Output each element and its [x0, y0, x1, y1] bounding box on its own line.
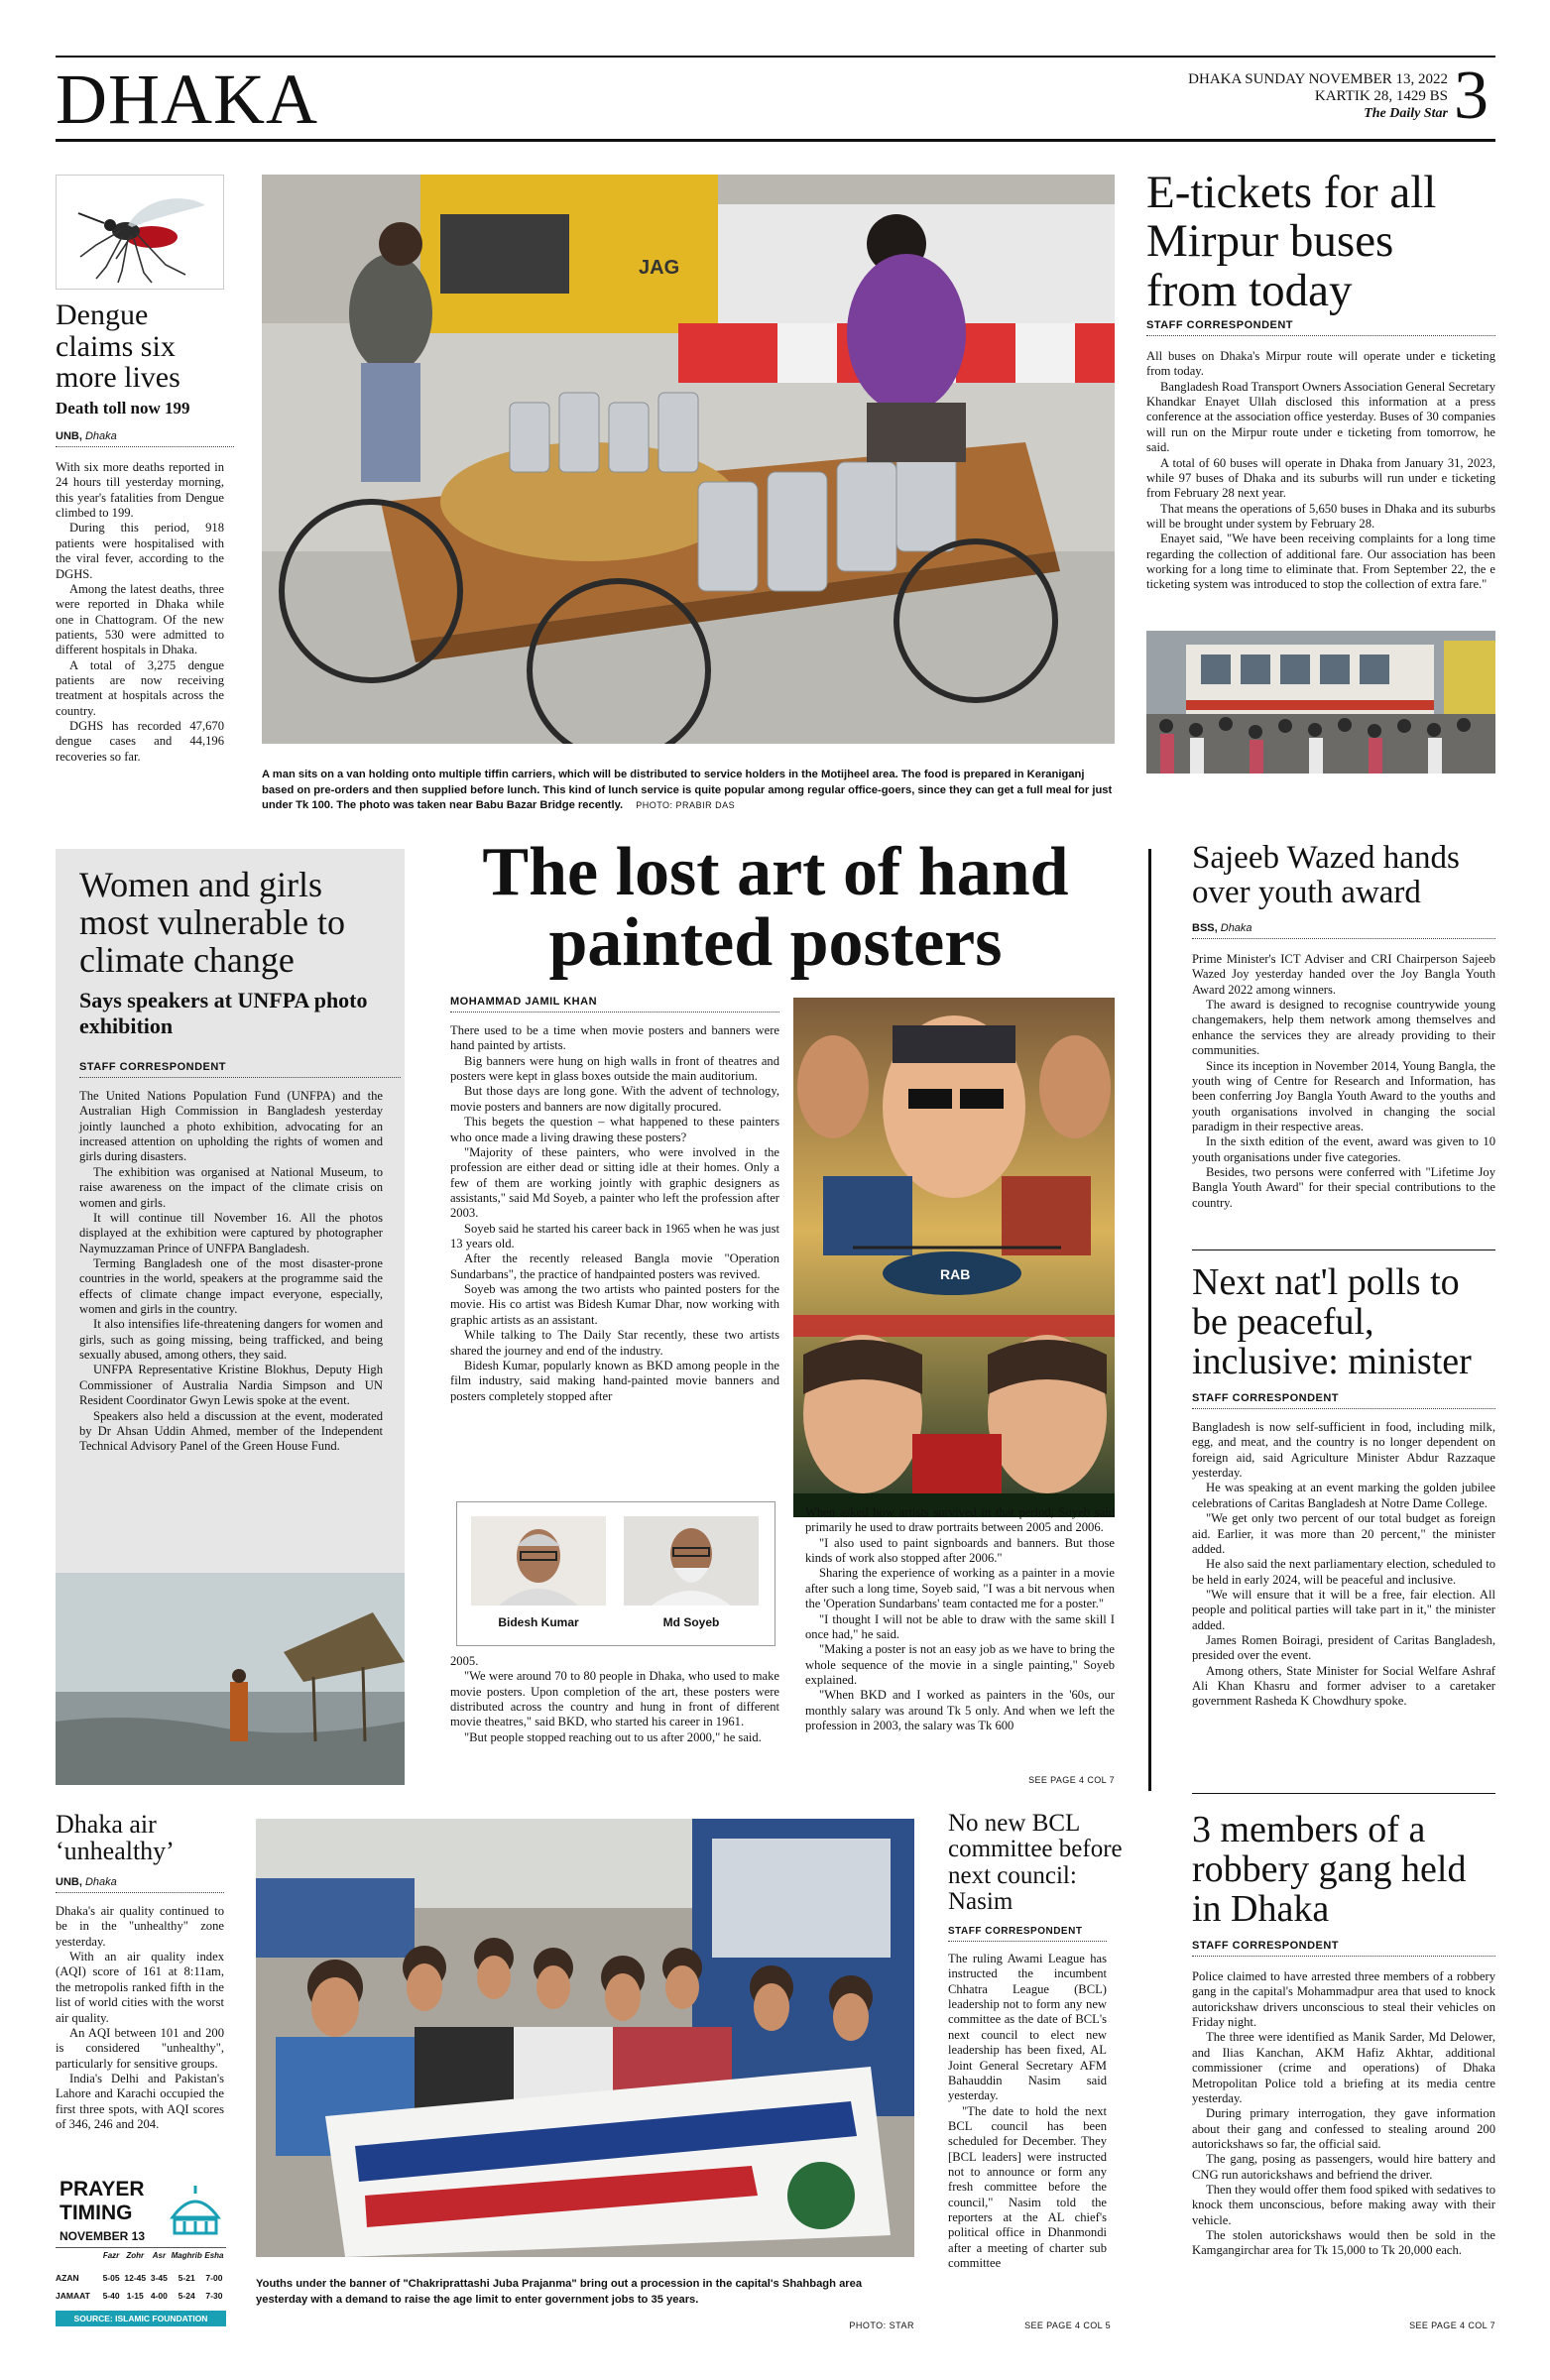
polls-paragraph: Bangladesh is now self-sufficient in food, including milk, egg, and meat, and the country is no longer dependent on foreign aid, said Agriculture Minister Abdur Razzaque yesterday.: [1192, 1420, 1495, 1481]
robbery-byline-block: [1192, 1940, 1495, 1963]
polls-byline-block: [1192, 1392, 1495, 1415]
procession-caption: Youths under the banner of "Chakriprattashi Juba Prajanma" bring out a procession in the capital's Shahbagh area yesterday with a demand to raise the age limit to enter government jobs to 35 years.: [256, 2278, 863, 2306]
polls-body: [1192, 1420, 1495, 1710]
dengue-paragraph: Among the latest deaths, three were reported in Dhaka while one in Chattogram. Of the new patients, 530 were admitted to different hospitals in Dhaka.: [56, 581, 224, 657]
joy-body: [1192, 952, 1495, 1211]
prayer-source: SOURCE: ISLAMIC FOUNDATION: [56, 2311, 226, 2326]
climate-byline-block: [79, 1061, 401, 1084]
posters-paragraph: 2005.: [450, 1654, 479, 1668]
prayer-row-label: JAMAAT: [56, 2291, 90, 2301]
etickets-byline: STAFF CORRESPONDENT: [1146, 319, 1294, 331]
climate-byline: STAFF CORRESPONDENT: [79, 1061, 227, 1073]
bus-crowd-photo: [1146, 631, 1495, 774]
climate-paragraph: It will continue till November 16. All the photos displayed at the exhibition were captured by photographer Naymuzzaman Prince of UNFPA Bangladesh.: [79, 1210, 383, 1255]
tiffin-caption: A man sits on a van holding onto multiple tiffin carriers, which will be distributed to service holders in the Motijheel area. The food is prepared in Keraniganj based on pre-orders and then supplied before lunch. This kind of lunch service is quite popular among regular office-goers, since they can get a full meal for just under Tk 100. The photo was taken near Babu Bazar Bridge recently.: [262, 769, 1113, 812]
posters-paragraph: "When BKD and I worked as painters in the '60s, our monthly salary was around Tk 5 only. And when we left the profession in 2003, the salary was Tk 600: [805, 1688, 1115, 1733]
etickets-body: [1146, 349, 1495, 593]
prayer-time: 4-00: [150, 2291, 168, 2301]
prayer-time: 12-45: [124, 2273, 147, 2283]
polls-divider: [1192, 1793, 1495, 1794]
robbery-paragraph: Then they would offer them food spiked with sedatives to knock them unconscious, before making away with their vehicle.: [1192, 2183, 1495, 2227]
posters-paragraph: Soyeb said he started his career back in 1965 when he was just 13 years old.: [450, 1221, 779, 1251]
prayer-date: NOVEMBER 13: [60, 2229, 146, 2243]
air-byline-agency: UNB,: [56, 1876, 82, 1888]
robbery-headline: 3 members of a robbery gang held in Dhaka: [1192, 1809, 1467, 1930]
posters-byline: MOHAMMAD JAMIL KHAN: [450, 996, 598, 1008]
prayer-time: 5-40: [102, 2291, 120, 2301]
portraits-inset: [456, 1501, 775, 1646]
dengue-paragraph: DGHS has recorded 47,670 dengue cases and 44,196 recoveries so far.: [56, 719, 224, 764]
posters-paragraph: Sharing the experience of working as a painter in a movie after such a long time, Soyeb said, "I was a bit nervous when the 'Operation Sundarbans' team contacted me for a poster.": [805, 1566, 1115, 1611]
posters-col1: [450, 1023, 779, 1404]
prayer-time: 1-15: [126, 2291, 144, 2301]
climate-paragraph: Speakers also held a discussion at the event, moderated by Dr Ahsan Uddin Ahmed, member of the Independent Technical Advisory Panel of the Green House Fund.: [79, 1408, 383, 1454]
polls-paragraph: He also said the next parliamentary election, scheduled to be held in early 2024, will be peaceful and inclusive.: [1192, 1557, 1495, 1587]
dengue-headline: Dengue claims six more lives: [56, 298, 180, 394]
prayer-time: 3-45: [150, 2273, 168, 2283]
air-headline: Dhaka air ‘unhealthy’: [56, 1810, 175, 1866]
polls-paragraph: "We will ensure that it will be a free, fair election. All people and political parties will take part in it," the minister added.: [1192, 1587, 1495, 1632]
movie-poster-image: [793, 998, 1115, 1517]
etickets-paragraph: Bangladesh Road Transport Owners Association General Secretary Khandkar Enayet Ullah disclosed this information at a press conference at the association office yesterday. Buses of 30 companies will run on the Mirpur route under e ticketing from tomorrow, he said.: [1146, 379, 1495, 455]
posters-col1-tail: [450, 1654, 779, 1745]
bcl-paragraph: The ruling Awami League has instructed the incumbent Chhatra League (BCL) leadership not to form any new committee as the date of BCL's next council to elect new leadership has been fixed, AL Joint General Secretary AFM Bahauddin Nasim said yesterday.: [948, 1952, 1107, 2103]
posters-paragraph: Big banners were hung on high walls in front of theatres and posters were kept in glass boxes outside the main auditorium.: [450, 1053, 779, 1084]
posters-paragraph: Bidesh Kumar, popularly known as BKD among people in the film industry, said making hand-painted movie banners and posters completely stopped after: [450, 1358, 779, 1403]
climate-paragraph: Terming Bangladesh one of the most disaster-prone countries in the world, speakers at the programme said the effects of climate change impact everyone, especially, women and girls in the country.: [79, 1255, 383, 1317]
posters-paragraph: When asked how artists survived in that period, Soyeb said primarily he used to draw portraits between 2005 and 2006.: [805, 1505, 1115, 1535]
top-rule: [56, 56, 1495, 58]
dengue-paragraph: A total of 3,275 dengue patients are now receiving treatment at hospitals across the country.: [56, 657, 224, 718]
bcl-byline: STAFF CORRESPONDENT: [948, 1926, 1083, 1937]
tiffin-van-photo: [262, 175, 1115, 744]
prayer-row-azan: [56, 2273, 226, 2283]
robbery-continued: SEE PAGE 4 COL 7: [1409, 2320, 1495, 2330]
air-paragraph: Dhaka's air quality continued to be in the "unhealthy" zone yesterday.: [56, 1904, 224, 1949]
polls-paragraph: Among others, State Minister for Social Welfare Ashraf Ali Khan Khasru and former adviser to a caretaker government Rasheda K Chowdhury spoke.: [1192, 1663, 1495, 1709]
air-byline-block: [56, 1876, 224, 1899]
climate-subhead: Says speakers at UNFPA photo exhibition: [79, 988, 368, 1039]
polls-paragraph: "We get only two percent of our total budget as foreign aid. Earlier, it was more than 20 percent," the minister added.: [1192, 1511, 1495, 1556]
joy-paragraph: Prime Minister's ICT Adviser and CRI Chairperson Sajeeb Wazed Joy yesterday handed over the Joy Bangla Youth Award 2022 among winners.: [1192, 952, 1495, 997]
climate-paragraph: It also intensifies life-threatening dangers for women and girls, such as going missing, being trafficked, and being sexually abused, among others, they said.: [79, 1317, 383, 1363]
climate-body: [79, 1089, 383, 1455]
procession-caption-block: [256, 2277, 914, 2308]
etickets-paragraph: That means the operations of 5,650 buses in Dhaka and its suburbs will be brought under system by February 28.: [1146, 501, 1495, 531]
column-rule: [1148, 849, 1151, 1791]
prayer-row-jamaat: [56, 2291, 226, 2301]
joy-byline-block: [1192, 922, 1495, 945]
joy-headline: Sajeeb Wazed hands over youth award: [1192, 840, 1460, 910]
air-byline-place: Dhaka: [84, 1876, 117, 1888]
robbery-paragraph: The gang, posing as passengers, would hire battery and CNG run autorickshaws and befriend the driver.: [1192, 2152, 1495, 2182]
prayer-header: Maghrib: [171, 2251, 202, 2260]
prayer-time: 5-21: [178, 2273, 195, 2283]
dateline-block: [1111, 71, 1448, 122]
paper-name: The Daily Star: [1364, 105, 1448, 121]
procession-photo: [256, 1819, 914, 2257]
section-title: DHAKA: [56, 60, 318, 139]
air-paragraph: With an air quality index (AQI) score of 161 at 8:11am, the metropolis ranked fifth in the list of world cities with the worst air quality.: [56, 1950, 224, 2025]
posters-paragraph: While talking to The Daily Star recently, these two artists shared the journey and end of the industry.: [450, 1328, 779, 1358]
joy-byline-agency: BSS,: [1192, 922, 1218, 934]
joy-paragraph: In the sixth edition of the event, award was given to 10 youth organisations under five categories.: [1192, 1134, 1495, 1164]
posters-byline-block: [450, 996, 779, 1018]
mosquito-image: [56, 175, 224, 290]
bcl-byline-block: [948, 1926, 1107, 1948]
page-number: 3: [1454, 58, 1489, 134]
air-paragraph: An AQI between 101 and 200 is considered "unhealthy", particularly for sensitive groups.: [56, 2025, 224, 2071]
prayer-header: Zohr: [126, 2251, 145, 2260]
bcl-continued: SEE PAGE 4 COL 5: [1024, 2320, 1111, 2330]
etickets-paragraph: All buses on Dhaka's Mirpur route will operate under e ticketing from today.: [1146, 349, 1495, 379]
bcl-body: [948, 1952, 1107, 2272]
robbery-paragraph: The stolen autorickshaws would then be sold in the Kamgangirchar area for Tk 15,000 to Tk 20,000 each.: [1192, 2228, 1495, 2258]
polls-byline: STAFF CORRESPONDENT: [1192, 1392, 1340, 1404]
etickets-paragraph: Enayet said, "We have been receiving complaints for a long time regarding the collection of additional fare. Our association has been working for a long time to eliminate that. From September 22, the e ticketing system was introduced to stop the collection of extra fare.": [1146, 532, 1495, 592]
dengue-paragraph: With six more deaths reported in 24 hours till yesterday morning, this year's fatalities from Dengue climbed to 199.: [56, 460, 224, 521]
climate-paragraph: UNFPA Representative Kristine Blokhus, Deputy High Commissioner of Australia Nardia Simpson and UN Resident Coordinator Gwyn Lewis spoke at the event.: [79, 1363, 383, 1408]
portrait-bidesh-kumar: [471, 1516, 606, 1606]
posters-paragraph: But those days are long gone. With the advent of technology, movie posters and banners are now digitally procured.: [450, 1084, 779, 1114]
prayer-time: 5-24: [178, 2291, 195, 2301]
posters-paragraph: "But people stopped reaching out to us after 2000," he said.: [464, 1729, 762, 1744]
dengue-byline-place: Dhaka: [84, 430, 117, 442]
polls-headline: Next nat'l polls to be peaceful, inclusive: minister: [1192, 1261, 1472, 1382]
posters-paragraph: "We were around 70 to 80 people in Dhaka, who used to make movie posters. Upon completion of the art, these posters were distributed across the country and hung in front of different movie theatres," said BKD, who started his career in 1961.: [450, 1669, 779, 1729]
etickets-paragraph: A total of 60 buses will operate in Dhaka from January 31, 2023, while 97 buses of Dhaka and its suburbs will run under e ticketing from February 28 next year.: [1146, 455, 1495, 501]
prayer-rule: [56, 2247, 226, 2248]
bangla-date: KARTIK 28, 1429 BS: [1314, 88, 1448, 105]
portrait-md-soyeb: [624, 1516, 759, 1606]
prayer-time: 7-00: [205, 2273, 223, 2283]
tiffin-photo-credit: PHOTO: PRABIR DAS: [636, 800, 736, 811]
prayer-time: 7-30: [205, 2291, 223, 2301]
robbery-body: [1192, 1969, 1495, 2259]
climate-headline: Women and girls most vulnerable to climate change: [79, 865, 345, 980]
climate-paragraph: The exhibition was organised at National Museum, to raise awareness on the impact of the climate crisis on women and girls.: [79, 1164, 383, 1210]
posters-headline-line1: The lost art of hand: [482, 834, 1069, 910]
posters-paragraph: "Making a poster is not an easy job as we have to bring the whole sequence of the movie in a single painting," Soyeb explained.: [805, 1642, 1115, 1687]
posters-headline: [428, 834, 1123, 982]
robbery-paragraph: The three were identified as Manik Sarder, Md Delower, and Ilias Kanchan, AKM Hafiz Akhtar, additional commissioner (crime and operations) of Dhaka Metropolitan Police told a briefing at its media centre yesterday.: [1192, 2030, 1495, 2105]
truck-sign: JAG: [639, 257, 680, 279]
posters-paragraph: This begets the question – what happened to these painters who once made a living drawing these posters?: [450, 1115, 779, 1144]
prayer-header: Asr: [152, 2251, 167, 2260]
dengue-subhead: Death toll now 199: [56, 399, 190, 417]
prayer-title-2: TIMING: [60, 2202, 133, 2224]
dateline: DHAKA SUNDAY NOVEMBER 13, 2022: [1188, 71, 1448, 87]
bcl-paragraph: "The date to hold the next BCL council has been scheduled for December. They [BCL leaders] were instructed not to announce or form any fresh committee before the council," Nasim told the reporters at the AL chief's political office in Dhanmondi after a meeting of charter sub committee: [948, 2103, 1107, 2271]
tiffin-caption-block: [262, 768, 1115, 814]
joy-paragraph: Besides, two persons were conferred with "Lifetime Joy Bangla Youth Award" for their special contributions to the country.: [1192, 1165, 1495, 1210]
prayer-timing-box: [56, 2178, 226, 2336]
air-body: [56, 1904, 224, 2132]
posters-paragraph: "Majority of these painters, who were involved in the profession are either dead or sitting idle at their homes. Only a few of them are working jointly with graphic designers as assistants," said Md Soyeb, a painter who left the profession after 2003.: [450, 1144, 779, 1221]
joy-paragraph: Since its inception in November 2014, Young Bangla, the youth wing of Centre for Research and Information, has been conferring Joy Bangla Youth Award to the youths and youth organisations involved in changing the social paradigm in their respective areas.: [1192, 1058, 1495, 1133]
prayer-header: Fazr: [102, 2251, 120, 2260]
polls-paragraph: He was speaking at an event marking the golden jubilee celebrations of Caritas Bangladesh at Notre Dame College.: [1192, 1481, 1495, 1510]
prayer-header-row: [99, 2251, 226, 2260]
etickets-headline: E-tickets for all Mirpur buses from today: [1146, 167, 1437, 316]
dengue-body: [56, 460, 224, 765]
prayer-header: Esha: [204, 2251, 224, 2260]
prayer-title-1: PRAYER: [60, 2178, 145, 2201]
climate-paragraph: The United Nations Population Fund (UNFPA) and the Australian High Commission in Bangladesh yesterday jointly launched a photo exhibition, advocating for an increased attention on upholding the rights of women and girls during disasters.: [79, 1089, 383, 1164]
poster-helicopter-text: RAB: [940, 1266, 971, 1282]
posters-paragraph: There used to be a time when movie posters and banners were hand painted by artists.: [450, 1023, 779, 1053]
dengue-byline: [56, 430, 234, 453]
posters-paragraph: "I also used to paint signboards and banners. But those kinds of work also stopped after 2006.": [805, 1535, 1115, 1566]
robbery-paragraph: Police claimed to have arrested three members of a robbery gang in the capital's Mohammadpur area that used to knock autorickshaw drivers unconscious to steal their vehicles on Friday night.: [1192, 1969, 1495, 2030]
etickets-byline-block: [1146, 319, 1495, 342]
posters-continued: SEE PAGE 4 COL 7: [1028, 1775, 1115, 1785]
posters-headline-line2: painted posters: [548, 904, 1003, 982]
portrait-label-left: Bidesh Kumar: [498, 1615, 579, 1629]
prayer-row-label: AZAN: [56, 2273, 79, 2283]
posters-col2: [805, 1505, 1115, 1733]
flood-hut-photo: [56, 1573, 405, 1785]
masthead-rule: [56, 139, 1495, 142]
air-paragraph: India's Delhi and Pakistan's Lahore and Karachi occupied the first three spots, with AQI scores of 346, 246 and 204.: [56, 2071, 224, 2132]
posters-paragraph: After the recently released Bangla movie "Operation Sundarbans", the practice of handpainted posters was revived.: [450, 1251, 779, 1281]
posters-paragraph: "I thought I will not be able to draw with the same skill I once had," he said.: [805, 1611, 1115, 1641]
dengue-byline-agency: UNB,: [56, 430, 82, 442]
dengue-paragraph: During this period, 918 patients were hospitalised with the viral fever, according to the DGHS.: [56, 521, 224, 581]
posters-paragraph: Soyeb was among the two artists who painted posters for the movie. His co artist was Bidesh Kumar Dhar, now working with graphic artists as an assistant.: [450, 1282, 779, 1327]
robbery-paragraph: During primary interrogation, they gave information about their gang and confessed to stealing around 200 autorickshaws so far, the official said.: [1192, 2106, 1495, 2151]
portrait-label-right: Md Soyeb: [662, 1615, 720, 1629]
robbery-byline: STAFF CORRESPONDENT: [1192, 1940, 1340, 1952]
mosque-icon: [167, 2182, 224, 2239]
joy-paragraph: The award is designed to recognise countrywide young changemakers, help them network among themselves and enhance the services they are already providing to their communities.: [1192, 998, 1495, 1058]
polls-paragraph: James Romen Boiragi, president of Caritas Bangladesh, presided over the event.: [1192, 1633, 1495, 1663]
joy-byline-place: Dhaka: [1220, 922, 1252, 934]
procession-photo-credit: PHOTO: STAR: [849, 2320, 914, 2330]
prayer-time: 5-05: [102, 2273, 120, 2283]
bcl-headline: No new BCL committee before next council: Nasim: [948, 1810, 1123, 1915]
